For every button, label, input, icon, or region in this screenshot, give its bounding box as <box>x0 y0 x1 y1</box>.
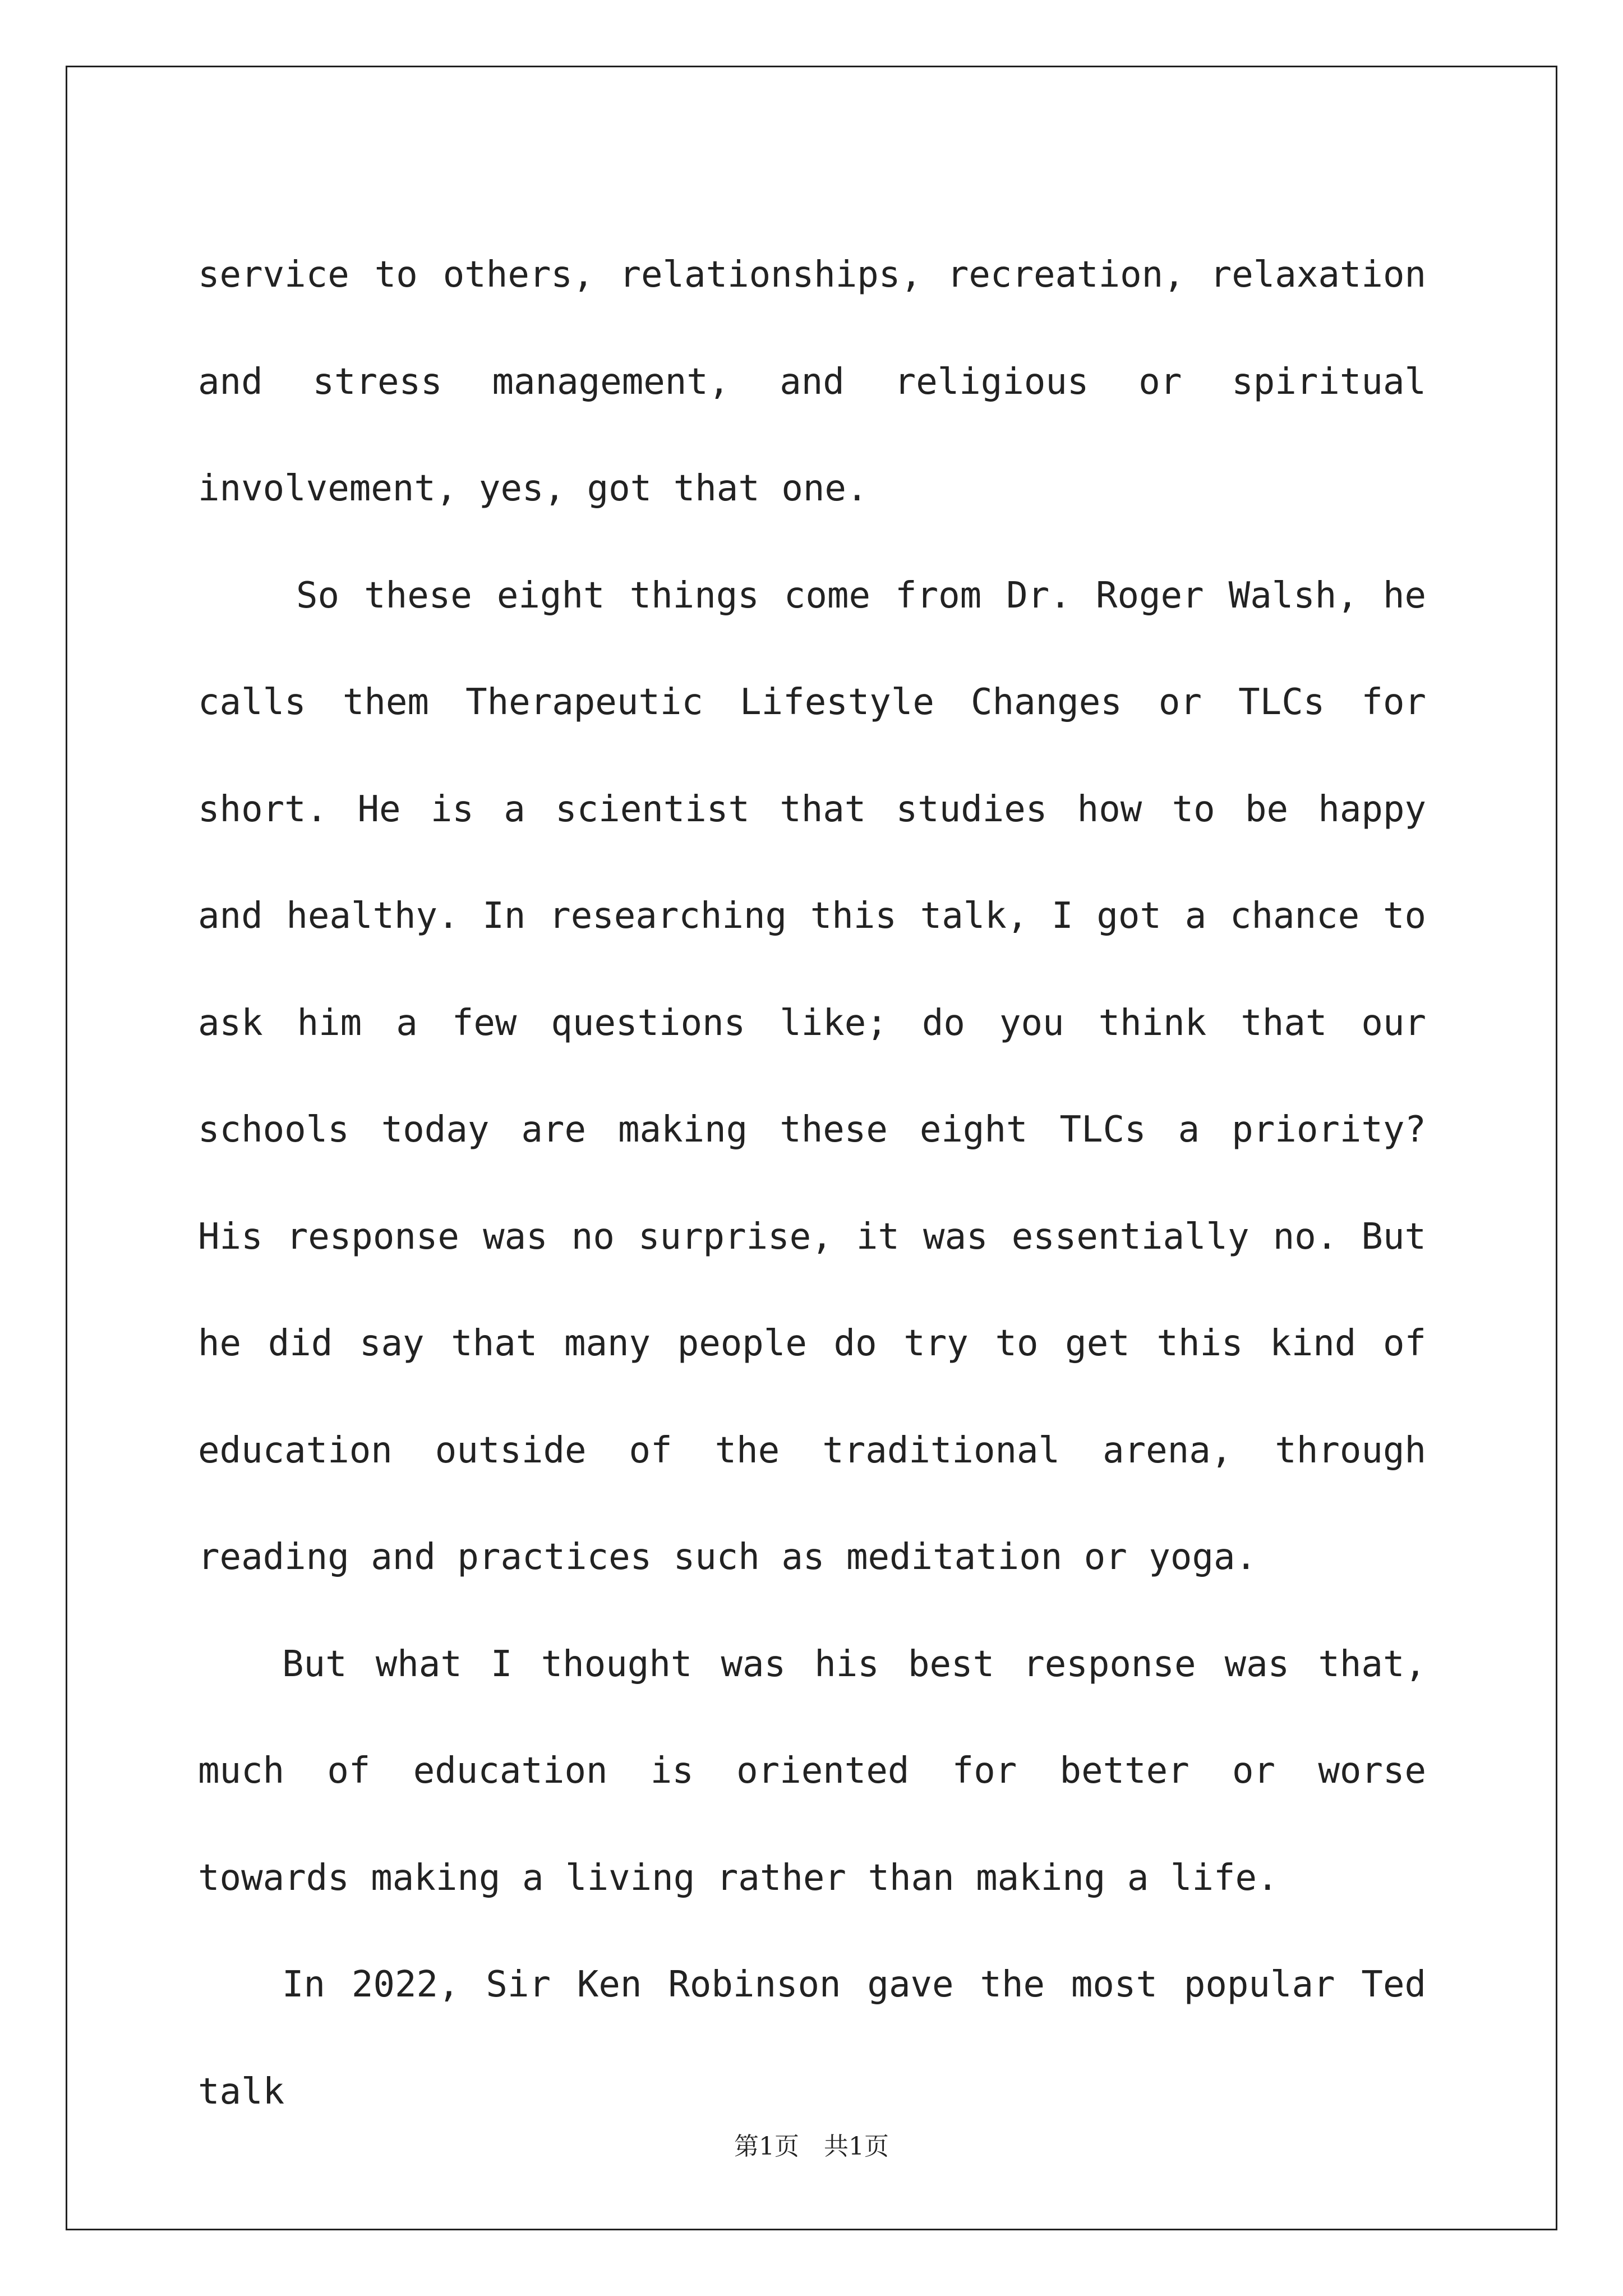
paragraph: So these eight things come from Dr. Roger Walsh, he calls them Therapeutic Lifestyle Changes or TLCs for short. He is a scientist that studies how to be happy and healthy. In researching this talk, I got a chance to ask him a few questions like; do you think that our schools today are making these eight TLCs a priority? His response was no surprise, it was essentially no. But he did say that many people do try to get this kind of education outside of the traditional arena, through reading and practices such as meditation or yoga. <box>198 574 1426 1578</box>
page-number-footer: 第1页 共1页 <box>734 2132 889 2161</box>
paragraph: service to others, relationships, recreation, relaxation and stress management, and religious or spiritual involvement, yes, got that one. <box>198 254 1426 509</box>
paragraph: In 2022, Sir Ken Robinson gave the most popular Ted talk <box>198 1964 1426 2113</box>
paragraph: But what I thought was his best response was that, much of education is oriented for better or worse towards making a living rather than making a life. <box>198 1643 1426 1899</box>
document-body <box>198 222 1426 2145</box>
